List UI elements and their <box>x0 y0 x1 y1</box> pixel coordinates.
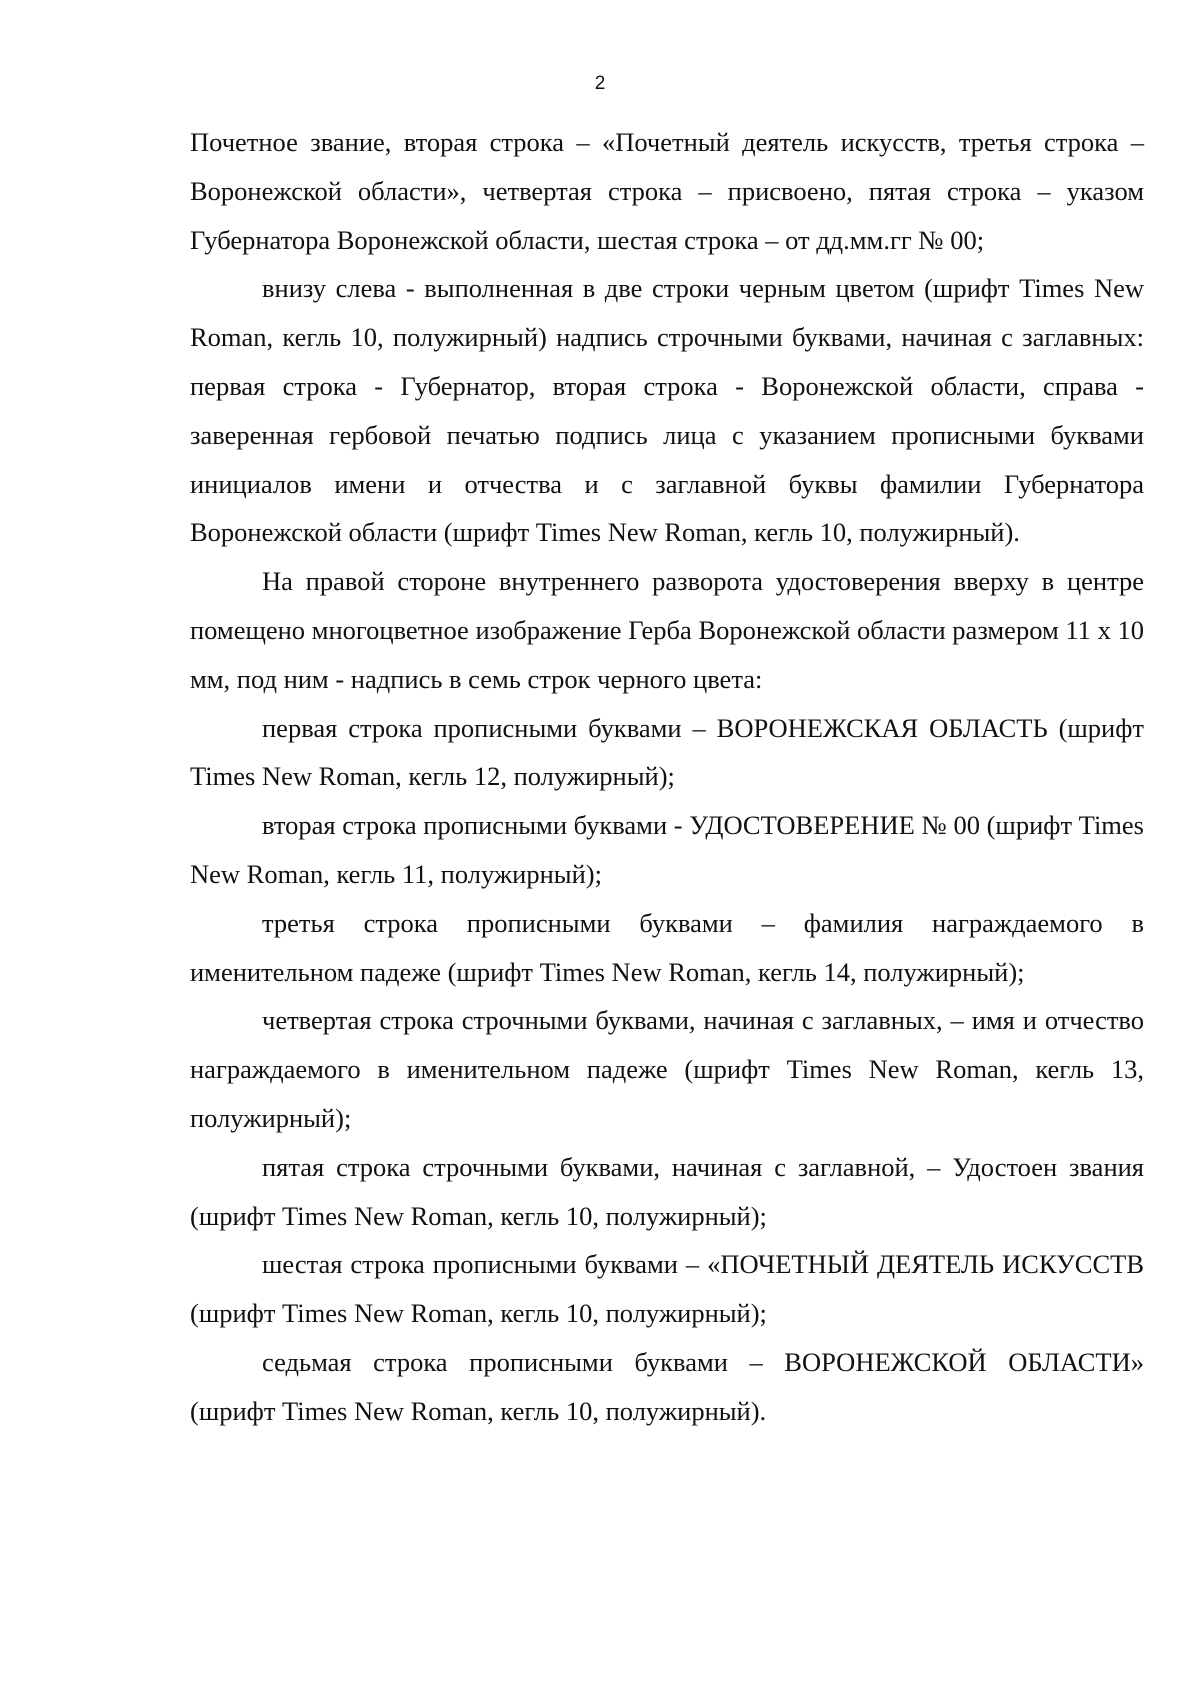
paragraph-4: первая строка прописными буквами – ВОРОНЕЖСКАЯ ОБЛАСТЬ (шрифт Times New Roman, кегль 12, полужирный); <box>190 712 1144 792</box>
paragraph-9: шестая строка прописными буквами – «ПОЧЕТНЫЙ ДЕЯТЕЛЬ ИСКУССТВ (шрифт Times New Roman, кегль 10, полужирный); <box>190 1249 1144 1329</box>
paragraph-7: четвертая строка строчными буквами, начиная с заглавных, – имя и отчество награждаемого в именительном падеже (шрифт Times New Roman, кегль 13, полужирный); <box>190 1005 1144 1133</box>
paragraph-1: Почетное звание, вторая строка – «Почетный деятель искусств, третья строка – Воронежской области», четвертая строка – присвоено, пятая строка – указом Губернатора Воронежской области, шестая строка – от дд.мм.гг № 00; <box>190 127 1144 255</box>
paragraph-8: пятая строка строчными буквами, начиная с заглавной, – Удостоен звания (шрифт Times New Roman, кегль 10, полужирный); <box>190 1151 1144 1231</box>
paragraph-10: седьмая строка прописными буквами – ВОРОНЕЖСКОЙ ОБЛАСТИ» (шрифт Times New Roman, кегль 10, полужирный). <box>190 1346 1144 1426</box>
paragraph-3: На правой стороне внутреннего разворота удостоверения вверху в центре помещено многоцветное изображение Герба Воронежской области размером 11 х 10 мм, под ним - надпись в семь строк черного цвета: <box>190 566 1144 694</box>
document-body <box>190 118 1144 1436</box>
paragraph-5: вторая строка прописными буквами - УДОСТОВЕРЕНИЕ № 00 (шрифт Times New Roman, кегль 11, полужирный); <box>190 810 1144 889</box>
paragraph-2: внизу слева - выполненная в две строки черным цветом (шрифт Times New Roman, кегль 10, полужирный) надпись строчными буквами, начиная с заглавных: первая строка - Губернатор, вторая строка - Воронежской области, справа - заверенная гербовой печатью подпись лица с указанием прописными буквами инициалов имени и отчества и с заглавной буквы фамилии Губернатора Воронежской области (шрифт Times New Roman, кегль 10, полужирный). <box>190 273 1144 548</box>
page-number: 2 <box>594 73 606 94</box>
paragraph-6: третья строка прописными буквами – фамилия награждаемого в именительном падеже (шрифт Times New Roman, кегль 14, полужирный); <box>190 907 1144 987</box>
